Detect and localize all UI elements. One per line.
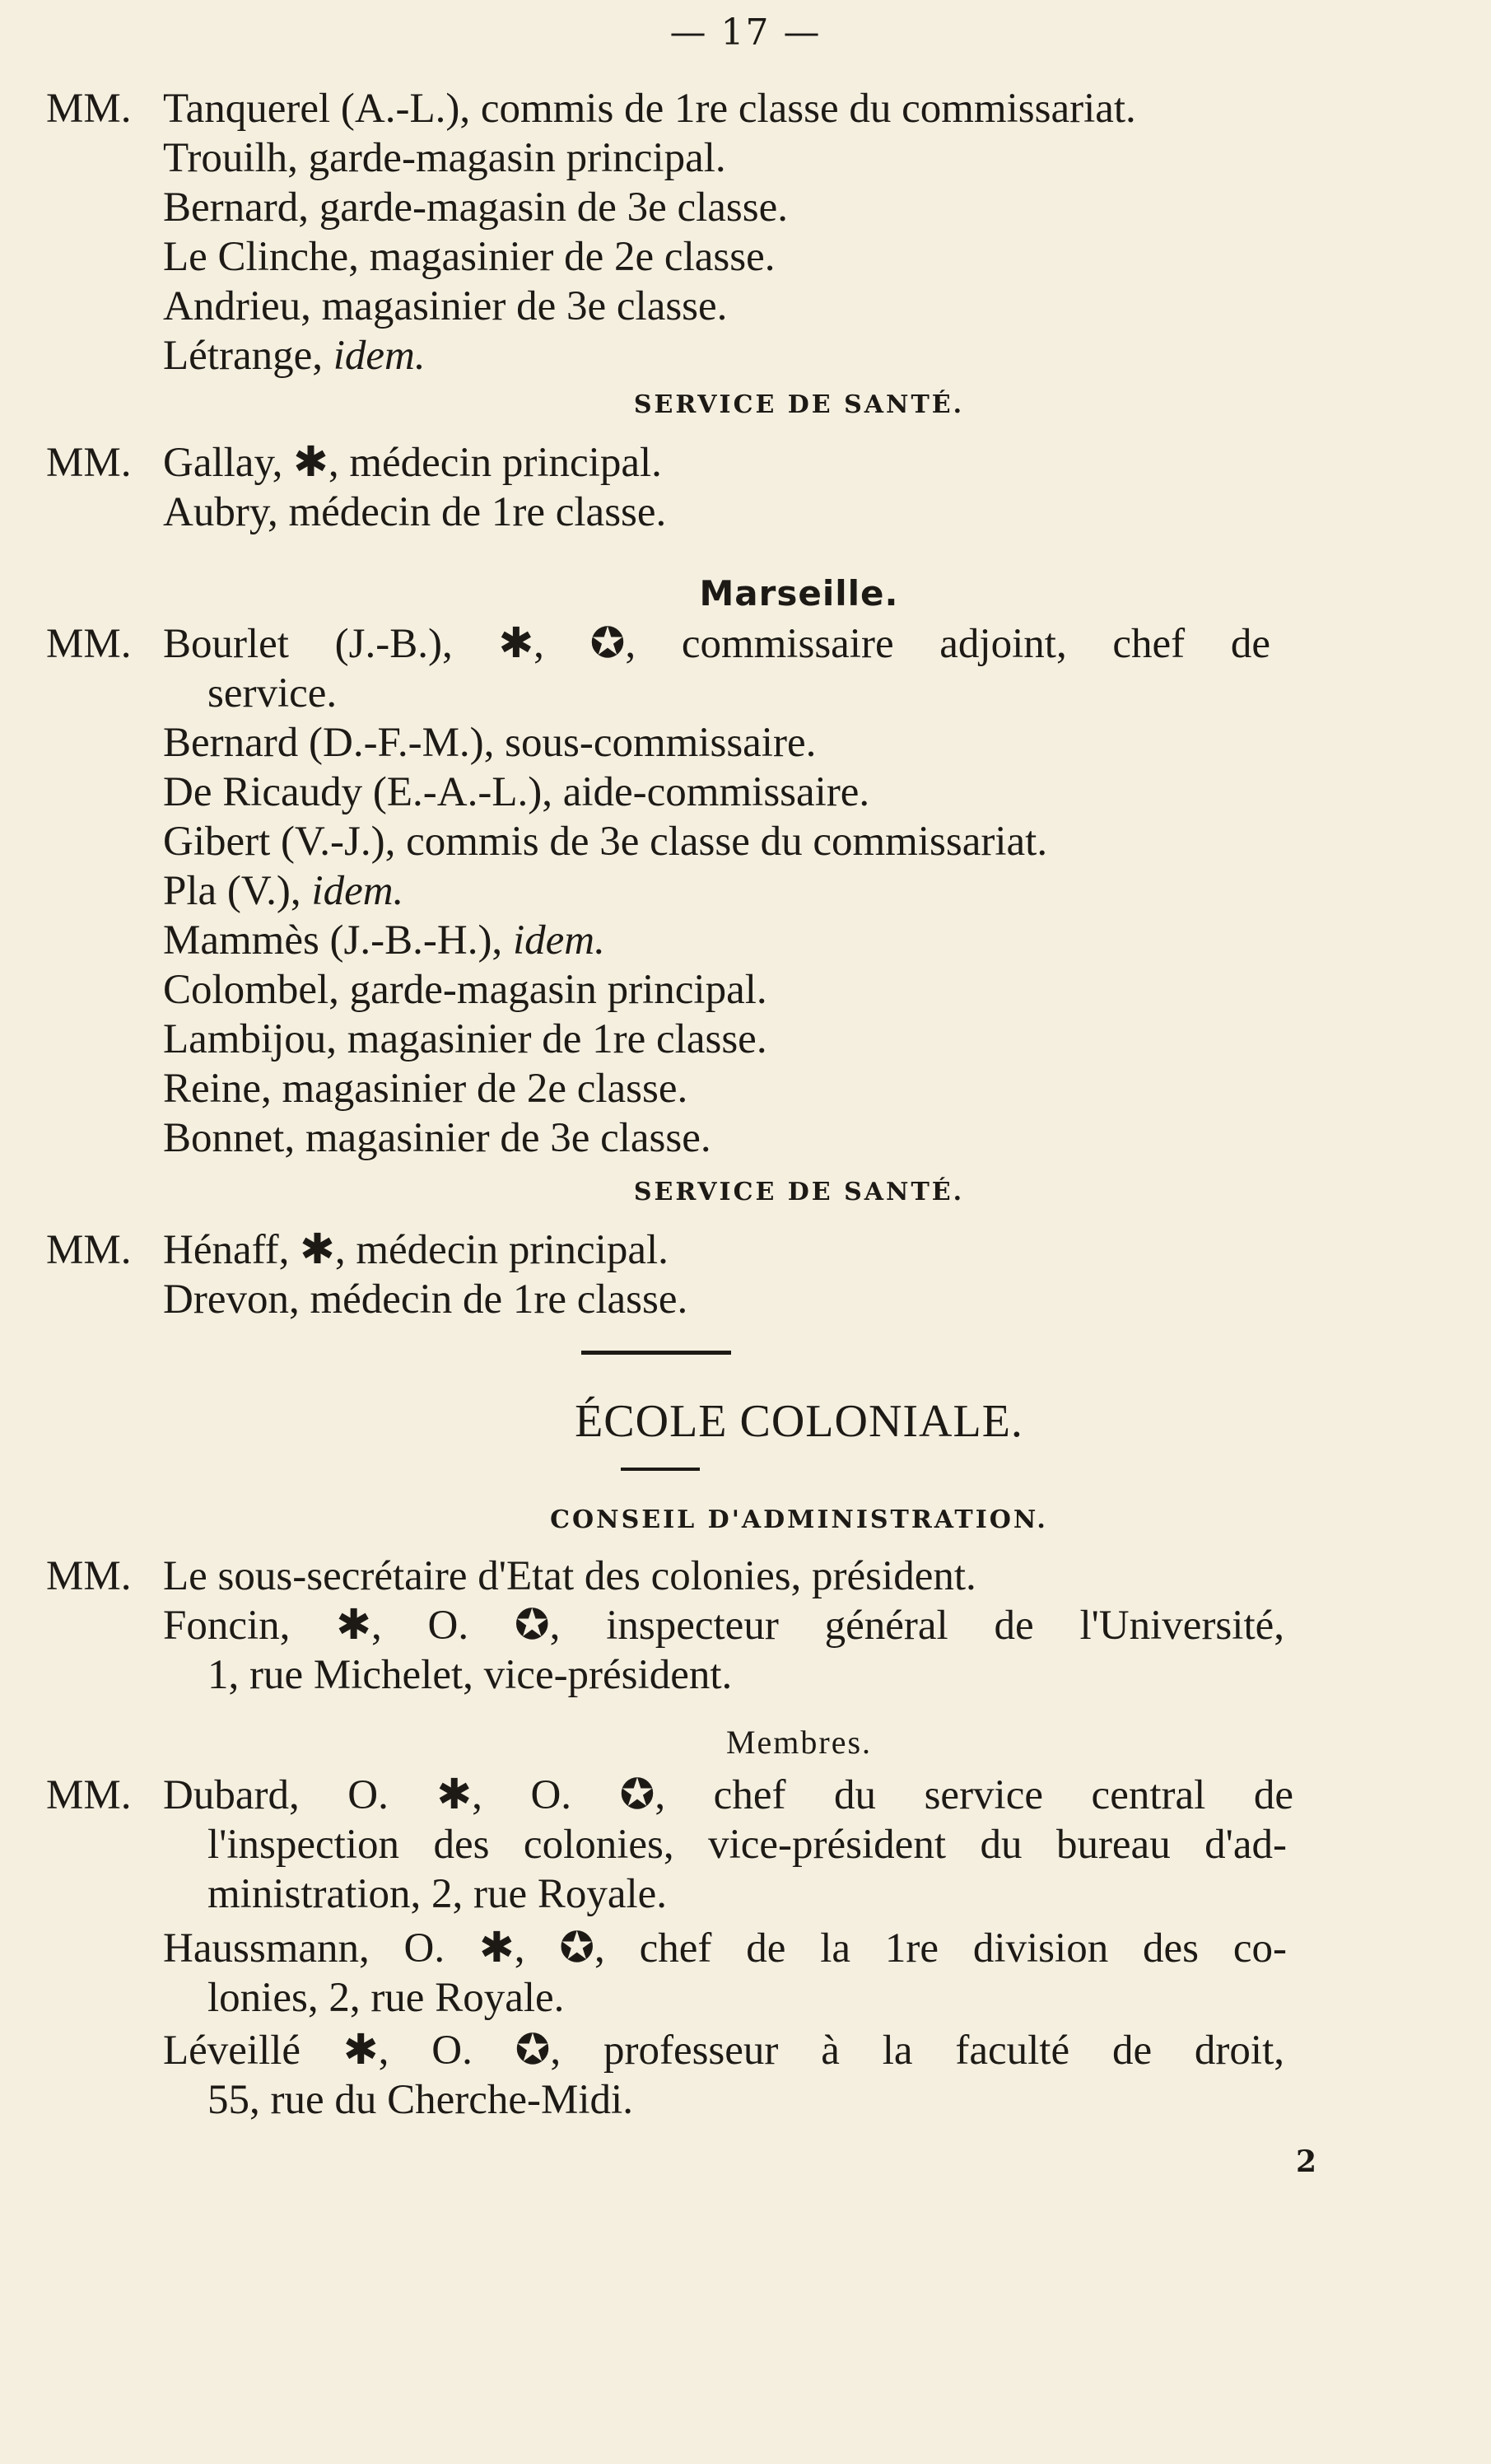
entry-line: Hénaff, ✱, médecin principal.: [163, 1227, 669, 1273]
entry-line: Dubard, O. ✱, O. ✪, chef du service central de: [163, 1772, 1293, 1818]
entry-line: [163, 916, 605, 965]
entry-line: Bourlet (J.-B.), ✱, ✪, commissaire adjoint, chef de: [163, 621, 1270, 667]
section-heading: SERVICE DE SANTÉ.: [633, 390, 965, 419]
entry-line: Drevon, médecin de 1re classe.: [163, 1276, 688, 1323]
title-rule: [621, 1468, 700, 1471]
entry-idem: idem.: [512, 917, 605, 964]
entry-line: Bernard (D.-F.-M.), sous-commissaire.: [163, 720, 817, 766]
mm-label: MM.: [46, 1553, 132, 1599]
entry-line: [163, 866, 403, 916]
entry-line: Léveillé ✱, O. ✪, professeur à la faculté de droit,: [163, 2028, 1284, 2074]
city-heading: Marseille.: [699, 573, 899, 614]
signature-mark: 2: [1295, 2144, 1316, 2179]
section-heading: SERVICE DE SANTÉ.: [633, 1178, 965, 1206]
entry-line: Le Clinche, magasinier de 2e classe.: [163, 234, 776, 280]
section-heading: Membres.: [725, 1724, 873, 1761]
entry-line: lonies, 2, rue Royale.: [207, 1975, 565, 2021]
entry-line: 1, rue Michelet, vice-président.: [207, 1652, 733, 1698]
entry-line: Aubry, médecin de 1re classe.: [163, 489, 667, 535]
mm-label: MM.: [46, 621, 132, 667]
section-title: ÉCOLE COLONIALE.: [575, 1396, 1023, 1447]
entry-idem: idem.: [333, 333, 426, 379]
entry-line: Foncin, ✱, O. ✪, inspecteur général de l'Université,: [163, 1603, 1284, 1649]
entry-line: Tanquerel (A.-L.), commis de 1re classe du commissariat.: [163, 86, 1136, 132]
entry-line: Bernard, garde-magasin de 3e classe.: [163, 184, 788, 231]
mm-label: MM.: [46, 1227, 132, 1273]
mm-label: MM.: [46, 1772, 132, 1818]
entry-line: Andrieu, magasinier de 3e classe.: [163, 283, 728, 329]
entry-name: Mammès (J.-B.-H.),: [163, 917, 503, 964]
entry-line: Colombel, garde-magasin principal.: [163, 967, 767, 1013]
section-heading: CONSEIL D'ADMINISTRATION.: [550, 1505, 1048, 1534]
entry-line: Haussmann, O. ✱, ✪, chef de la 1re division des co-: [163, 1925, 1287, 1972]
entry-line: Gallay, ✱, médecin principal.: [163, 440, 662, 486]
entry-line: Trouilh, garde-magasin principal.: [163, 135, 726, 181]
entry-line: [163, 331, 426, 380]
separator-rule: [581, 1351, 731, 1355]
entry-line: l'inspection des colonies, vice-président du bureau d'ad-: [207, 1822, 1287, 1868]
entry-idem: idem.: [311, 868, 404, 914]
entry-line: De Ricaudy (E.-A.-L.), aide-commissaire.: [163, 769, 870, 815]
entry-name: Pla (V.),: [163, 868, 301, 914]
entry-line: 55, rue du Cherche-Midi.: [207, 2077, 633, 2123]
entry-line: service.: [207, 670, 338, 716]
entry-line: Bonnet, magasinier de 3e classe.: [163, 1115, 711, 1161]
entry-line: Gibert (V.-J.), commis de 3e classe du commissariat.: [163, 819, 1048, 865]
page-number: — 17 —: [669, 12, 822, 54]
entry-line: Reine, magasinier de 2e classe.: [163, 1066, 688, 1112]
mm-label: MM.: [46, 86, 132, 132]
entry-line: Le sous-secrétaire d'Etat des colonies, président.: [163, 1553, 976, 1599]
mm-label: MM.: [46, 440, 132, 486]
entry-line: ministration, 2, rue Royale.: [207, 1871, 668, 1917]
entry-name: Létrange,: [163, 333, 323, 379]
entry-line: Lambijou, magasinier de 1re classe.: [163, 1016, 767, 1062]
